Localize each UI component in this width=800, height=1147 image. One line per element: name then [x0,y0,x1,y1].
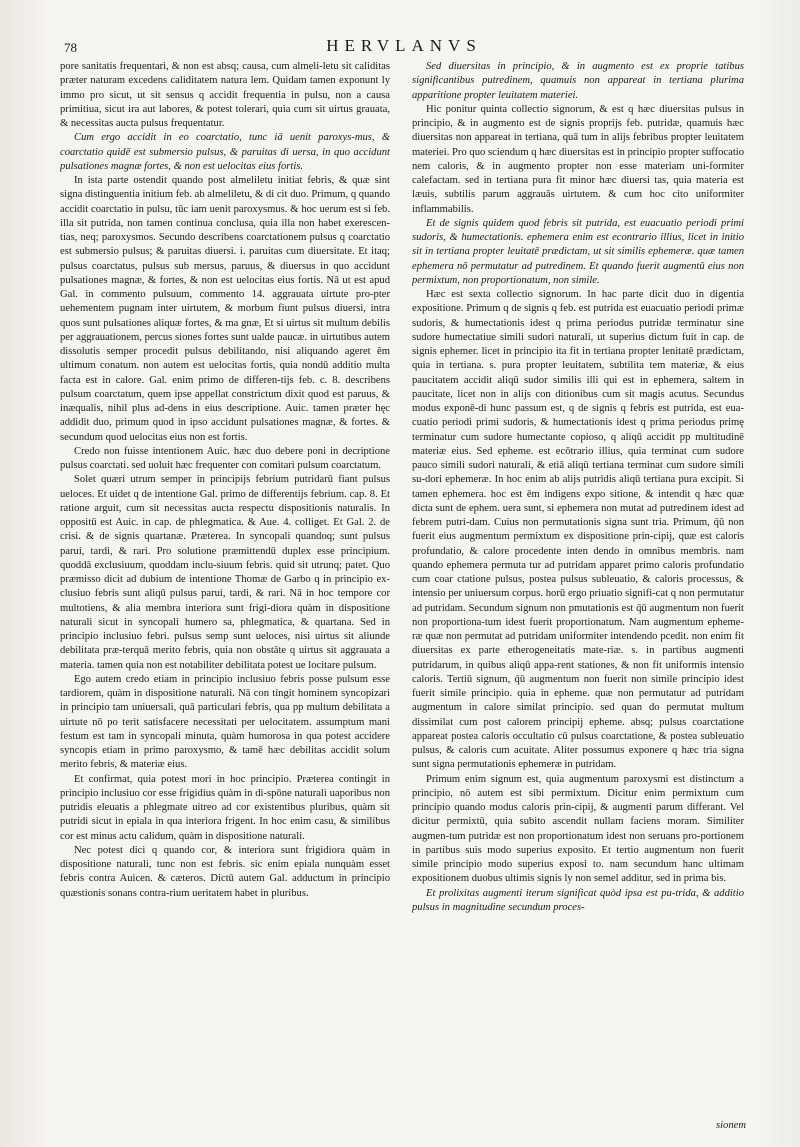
right-column [412,60,744,1100]
paragraph: Primum enim signum est, quia augmentum paroxysmi est distinctum a principio, nō autem est sibi permixtum. Dicitur enim permixtum cum principio quando modus caloris prin-cipij, & augmenti parum differant. Vel dicitur permixtū, quia subito ascendit nullam faciens moram. Similiter augmen-tum putridæ est non proportionatum idest non seruans pro-portionem in partibus suis modo superius exposito. Et tertio augmentum non fuerit simile principio modo superius exposi to. nam secundum hanc ultimam expositionem duobus ultimis signis ly non semel additur, sed in prima bis. [412,773,744,885]
running-title: HERVLANVS [326,36,482,55]
catchword: sionem [715,1120,746,1131]
paragraph: Solet quæri utrum semper in principijs febrium putridarū fiant pulsus ueloces. Et uidet q de intentione Gal. primo de differentijs febrium. cap. 8. Et ratione arguit, cum sit necessitas aucta respectu dispositionis naturalis. In oppositū est Auic. in cap. de phlegmatica. & Aue. 4. colliget. Et Gal. 2. de crisi. & de signis quartanæ. Præterea. In syncopali quandoq; sunt pulsus parui, tardi, & rari. Pro solutione præmittendū duplex esse principium. quoddā exclusiuum, quoddam inclu-siuum febris. quid sit utrunq; patet. Quo præmisso dicit ad dubium de intentione Thomæ de Garbo q in principio ex-clusiuo febris sunt aliqū pulsus parui, tardi, & rari. Nā in hoc tempore cor multotiens, & alia membra interiora sunt frigi-diora quàm in dispositione naturali sicut in syncopali humero sa, phlegmatica, & quartana. Sed in principio inclusiuo febri. pulsus semp sunt ueloces, nisi uirtus sit aliunde debilitata præ-terquā merito febris, quia non obstāte q uirtus sit aggrauata a materia. tamen quia non est notabiliter debilitata potest ue locitare pulsum. [60,474,390,671]
paragraph: In ista parte ostendit quando post almeliletu initiat febris, & quæ sint signa distinguentia initium feb. ab almeliletu, & di cit duo. Primum, q quando accidit coarctatio in pulsu, tūc iam uenit paroxysmus. & hoc uerum est si feb. illa sit putrida, non tamen continua conclusa, quia illa non habet exerescen-tias, neq; paroxysmos. Secundo describens coarctationem pulsus q coarctatio est submersio pulsus; & paruitas diuersi. i. paruitas cum diuersitate. Et itaq; pulsus coarctatus, pulsus sub mersus, paruus, & diuersus in quo accidunt pulsationes magnæ, & fortes, & non est uelocitas eius fortis. Nā ut est apud Gal. in commento pulsuum, commento 14. aggrauata uirtute pro-pter uehementem pugnam inter uirtutem, & morbum fiunt pulsus diuersi, intra quos sunt pulsationes aliquæ fortes, & ma gnæ, Et si uirtus sit multum debilis per aggrauationem, percus siones fortes sunt ualde paucæ. in uirtutibus autem dissolutis semper procedit pulsus debilitando, nisi aliquando ageret ēm ultimum conatum. non autem est uelocitas fortis, quia nondū additio multa facta est in calore. Gal. enim primo de differen-tijs feb. c. 8. describens pulsum coarctatum, quem ipse appellat constrictum dixit quod est paruus, & inæqualis, nihil plus ad-dens in eius descriptione. Auic. tamen præter hęc addidit duo, primum quod in ipso accidunt pulsationes magnæ, & fortes. & secundum quod uelocitas eius non est fortis. [60,175,390,443]
paragraph: Et prolixitas augmenti iterum significat quòd ipsa est pu-trida, & additio pulsus in magnitudine secundum proces- [412,887,744,913]
paragraph: Et de signis quidem quod febris sit putrida, est euacuatio periodi primi sudoris, & humectationis. ephemera enim est econtrario illius, licet in initio sit in tertiana propter leuitatē prædictam, ut sit similis ephemeræ. quæ tamen ephemera nō permutatur ad putredinem. Et quando fuerit augmentū eius non permixtum, non proportionatum, non simile. [412,217,744,286]
running-head [64,36,744,60]
paragraph: Ego autem credo etiam in principio inclusiuo febris posse pulsum esse tardiorem, quàm in dispositione naturali. Nā con tingit hominem syncopizari in principio tam uniuersali, quā particulari febris, qua pp multum debilitata a uirtute nō po terit satisfacere necessitati per uelocitatem. assumptum mani festum est tam in syncopali minuta, quàm humorosa in qua potest accidere syncopis etiam in primo paroxysmo, & tamē hæc debilitas accidit solum merito febris, & materiæ eius. [60,673,390,771]
paragraph: Hæc est sexta collectio signorum. In hac parte dicit duo in digentia expositione. Primum q de signis q feb. est putrida est euacuatio periodi primæ sudoris, & humectationis idest q prima periodus putridæ terminatur sine sudore humectatiue simili sudori naturali, ut superius dictum fuit in cap. de signis ephemer. licet in principio ita fit in tertiana propter lenitatē prædictam, quia in tertiana. s. pura propter leuitatem, subtilita tem materiæ, & eius paucitatem accidit aliqū sudor similis illi qui est in ephemera, saltem in paucitate, licet non in alijs con ditionibus cum sit magis acutus. Secundus modus exponē-di hunc passum est, q de signis q febris est putrida, est eua-cuatio periodi primi sudoris, & humectationis idest q prima periodus primę terminatur cum sudore humectante copioso, q aliqū accidit pp multitudinē materiæ eius. Sed epheme. est ecōtrario illius, quia terminat cum sudore pauco simili sudori naturali, & etiā aliqū tertiana terminat cum sudore simili su-dori ephemeræ. In hoc enim ab alijs putridis aliqū tertiana pura excipit. Si tamen ephemera. hoc est ēm indigens expo sitione, & intendit q hæc quæ dicta sunt de ephem. uera sunt, si ephemera non mutat ad putredinem idest ad febrem putri-dam. Cuius non permutationis signa sunt tria. Primum, q̄ū non fuerit eius augmentum permixtum ex dispositione prin-cipij, quæ est caloris profundatio, & calore procedente inten dendo in omnibus membris. nam quando ephemera permuta tur ad putridam apparet primo caloris profundatio cum coar ctatione pulsus, postea pulsus subleuatio, & caloris processus, & intensio per uniuersum corpus. horū ergo priuatio signifi-cat q non permutatur ad putridam. Secundum signum non pmutationis est q̄ū augmentum non fuerit non proportiona-tum idest fuerit proportionatum. Nam augmentum epheme-ræ quæ non permutat ad putridam uniformiter intendendo pcedit. non enim fit diuersitas ex parte etherogeneitatis mate-riæ. s. in partibus augmenti putridarum, in quibus aliqū appa-rent stationes, & non fit uniformis intensio caloris. Tertiū signum, q̄ū augmentum non fuerit non simile principio idest fuerit simile principio. quia in epheme. quæ non permutatur ad putridam augmentum in calore similat principio. sed quan do permutat multum dissimilat cum post calorem principij epheme. absq; pulsus coarctatione appareat postea caloris occultatio cū pulsus coarctatione, & postea subleuatio pulsus, & caloris cum acuitate. Aliter possumus exponere q hæc tria signa sunt signa permutationis ephemeræ in putridam. [412,289,744,771]
paragraph: Et confirmat, quia potest mori in hoc principio. Præterea contingit in principio inclusiuo cor esse frigidius quàm in di-spōne naturali uaporibus non putridis eleuatis a phlegmate uitreo ad cor existentibus pluribus, quàm sit putridi sicut in epiala in qua interiora frigent. In hoc enim casu, & similibus cor est minus actu calidum, quàm in dispositione naturali. [60,773,390,842]
paragraph: Sed diuersitas in principio, & in augmento est ex proprie tatibus significantibus putredinem, quamuis non appareat in tertiana plurima apparitione propter leuitatem materiei. [412,61,744,101]
paragraph: Hic ponitur quinta collectio signorum, & est q hæc diuersitas pulsus in principio, & in augmento est de signis proprijs feb. putridæ, quamuis hæc diuersitas non appareat in tertiana, quā tum in alijs febribus propter leuitatem materiei. Pro quo sciendum q hæc diuersitas est in principio propter suffocatio nem caloris, & in augmento propter non esse materiam uni-formiter calefactam. sed in tertiana pura fit minor hæc diuersi tas, quia materia est læuis, subtilis parum aggrauās uirtutem. & cum hoc cito uniformiter inflammabilis. [412,103,744,215]
paragraph: Cum ergo accidit in eo coarctatio, tunc iā uenit paroxys-mus, & coarctatio quidē est submersio pulsus, & paruitas di uersa, in quo accidunt pulsationes magnæ fortes, & non est uelocitas eius fortis. [60,132,390,172]
left-column [60,60,390,1100]
paragraph: Credo non fuisse intentionem Auic. hæc duo debere poni in decriptione pulsus coarctati. sed uoluit hæc frequenter con comitari pulsum coarctatum. [60,445,390,471]
paragraph: pore sanitatis frequentari, & non est absq; causa, cum almeli-letu sit caliditas præter naturam excedens caliditatem natura lem. Quidam tamen exponunt ly immo pro sicut, ut sit sensus q accidit frequentia in pulsu, non a causa primitiua, sicut ira aut labores, & potest tolerari, quia cum sit uirtus grauata, & necessitas aucta pulsus frequentatur. [60,61,390,129]
paragraph: Nec potest dici q quando cor, & interiora sunt frigidiora quàm in dispositione naturali, tunc non est febris. sic enim epiala nunquàm esset febris contra Auicen. & cæteros. Dictū autem Gal. adductum in principio quæstionis sonans contra-rium ueritatem habet in pluribus. [60,844,390,899]
page-number: 78 [64,40,77,55]
